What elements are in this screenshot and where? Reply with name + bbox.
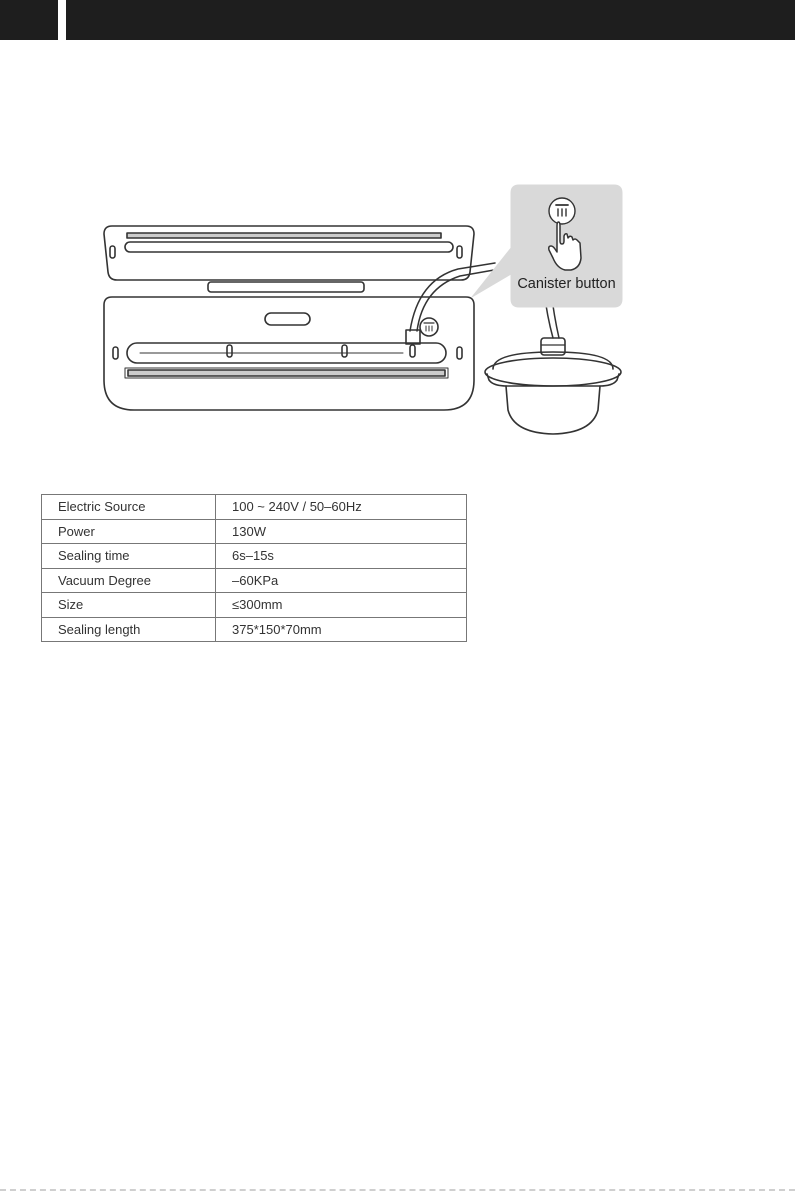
- table-row: [42, 519, 467, 544]
- spec-label: Size: [42, 593, 216, 618]
- canister-rim: [485, 358, 621, 386]
- header-bar-right: [66, 0, 795, 40]
- spec-label: Power: [42, 519, 216, 544]
- specifications-table: [41, 494, 467, 642]
- canister-button-icon: [549, 198, 575, 224]
- spec-label: Vacuum Degree: [42, 568, 216, 593]
- table-row: [42, 568, 467, 593]
- table-row: [42, 593, 467, 618]
- spec-value: 6s–15s: [216, 544, 467, 569]
- lid-gasket: [125, 242, 453, 252]
- spec-value: 130W: [216, 519, 467, 544]
- header-bar-left: [0, 0, 58, 40]
- base-seal-strip: [128, 370, 445, 376]
- spec-value: 100 ~ 240V / 50–60Hz: [216, 495, 467, 520]
- spec-value: 375*150*70mm: [216, 617, 467, 642]
- hose-connector: [406, 330, 420, 344]
- table-row: [42, 495, 467, 520]
- spec-label: Sealing length: [42, 617, 216, 642]
- callout-label: Canister button: [517, 276, 616, 292]
- spec-label: Sealing time: [42, 544, 216, 569]
- vacuum-sealer-illustration: [0, 180, 795, 445]
- base-hinge: [208, 282, 364, 292]
- spec-label: Electric Source: [42, 495, 216, 520]
- page-bottom-edge: [0, 1189, 795, 1191]
- spec-value: –60KPa: [216, 568, 467, 593]
- base-button-slot: [265, 313, 310, 325]
- table-row: [42, 617, 467, 642]
- table-row: [42, 544, 467, 569]
- canister-body: [506, 386, 600, 434]
- lid-seal-strip: [127, 233, 441, 238]
- spec-value: ≤300mm: [216, 593, 467, 618]
